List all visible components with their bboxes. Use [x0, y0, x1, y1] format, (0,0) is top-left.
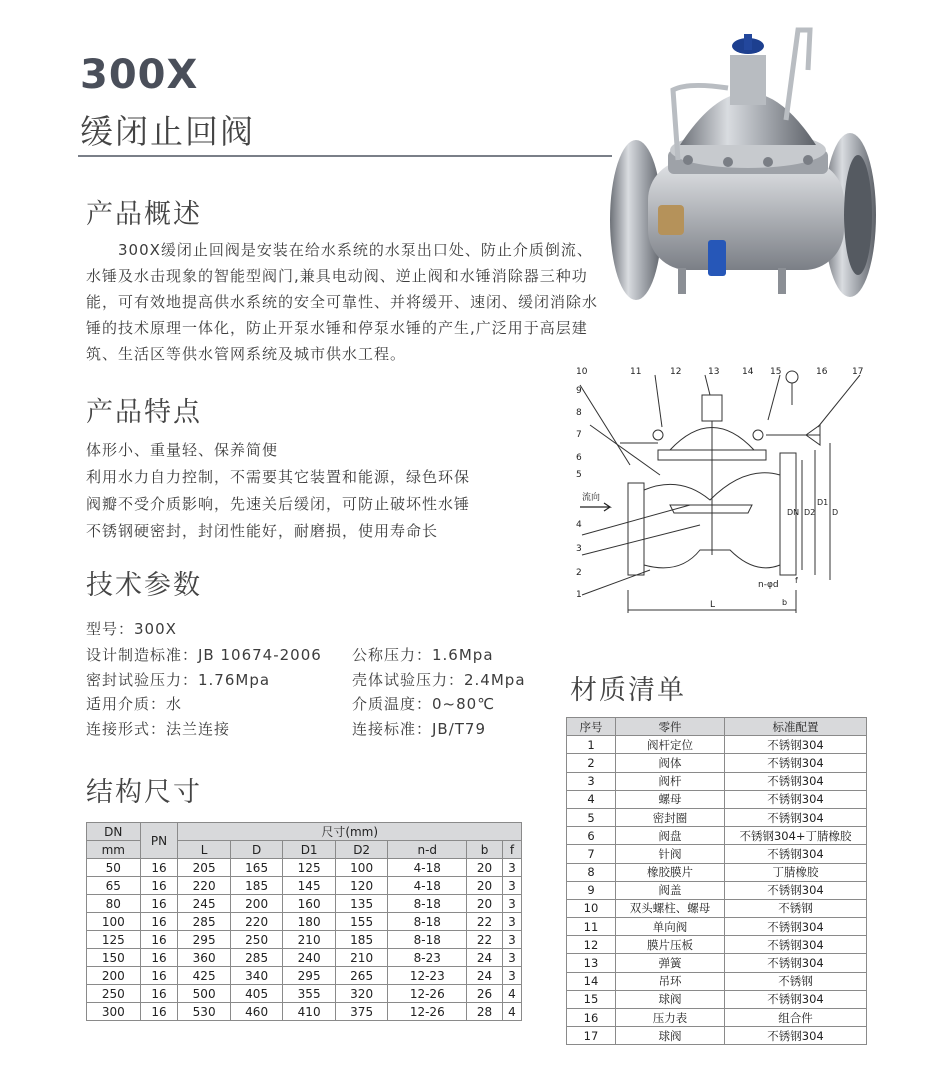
table-cell: 165	[230, 859, 283, 877]
part-number: 17	[852, 367, 864, 377]
spec-medium: 适用介质：水	[86, 695, 183, 713]
table-cell: 20	[467, 895, 503, 913]
table-cell: 80	[87, 895, 141, 913]
part-number: 9	[576, 386, 582, 396]
table-row	[87, 967, 522, 985]
table-cell: 220	[230, 913, 283, 931]
table-cell: 组合件	[725, 1009, 867, 1027]
table-row	[87, 1003, 522, 1021]
table-cell: 220	[178, 877, 231, 895]
table-cell: 密封圈	[616, 808, 725, 826]
table-cell: 12-26	[388, 1003, 467, 1021]
table-cell: 22	[467, 913, 503, 931]
product-model: 300X	[80, 52, 199, 98]
feature-item: 利用水力自力控制，不需要其它装置和能源，绿色环保	[86, 468, 471, 486]
D2-label: D2	[804, 508, 816, 517]
table-cell: 180	[283, 913, 336, 931]
overview-heading: 产品概述	[86, 199, 202, 230]
table-cell: 8	[567, 863, 616, 881]
valve-schematic	[570, 365, 872, 615]
table-cell: 4	[502, 985, 521, 1003]
table-row	[567, 954, 867, 972]
table-row	[87, 895, 522, 913]
table-cell: 125	[283, 859, 336, 877]
left-flange	[628, 483, 644, 575]
part-number: 6	[576, 453, 582, 463]
part-number: 14	[742, 367, 754, 377]
feature-item: 体形小、重量轻、保养简便	[86, 441, 279, 459]
table-row	[87, 931, 522, 949]
table-cell: 10	[567, 899, 616, 917]
table-cell: 210	[283, 931, 336, 949]
table-cell: 300	[87, 1003, 141, 1021]
table-cell: 26	[467, 985, 503, 1003]
table-cell: 不锈钢304	[725, 1027, 867, 1045]
table-cell: 120	[335, 877, 388, 895]
flow-arrow-icon	[580, 503, 610, 511]
table-cell: 13	[567, 954, 616, 972]
table-row	[567, 881, 867, 899]
materials-heading: 材质清单	[570, 675, 686, 706]
table-cell: 530	[178, 1003, 231, 1021]
overview-line: 锤的技术原理一体化，防止开泵水锤和停泵水锤的产生,广泛用于高层建	[86, 319, 588, 337]
table-cell: 压力表	[616, 1009, 725, 1027]
mm-header: mm	[87, 841, 141, 859]
specs-heading: 技术参数	[86, 570, 202, 601]
table-cell: 螺母	[616, 790, 725, 808]
table-cell: 355	[283, 985, 336, 1003]
flow-label: 流向	[582, 493, 601, 503]
part-number: 5	[576, 470, 582, 480]
table-cell: 17	[567, 1027, 616, 1045]
table-cell: 橡胶膜片	[616, 863, 725, 881]
feature-item: 不锈钢硬密封，封闭性能好，耐磨损，使用寿命长	[86, 522, 439, 540]
col-header: f	[502, 841, 521, 859]
table-cell: 16	[140, 967, 178, 985]
part-number: 15	[770, 367, 782, 377]
overview-line: 300X缓闭止回阀是安装在给水系统的水泵出口处、防止介质倒流、	[118, 241, 593, 259]
table-cell: 3	[502, 967, 521, 985]
table-cell: 265	[335, 967, 388, 985]
table-cell: 100	[87, 913, 141, 931]
table-cell: 50	[87, 859, 141, 877]
table-cell: 丁腈橡胶	[725, 863, 867, 881]
table-cell: 不锈钢304	[725, 790, 867, 808]
L-label: L	[710, 600, 716, 610]
table-cell: 4-18	[388, 859, 467, 877]
table-cell: 3	[502, 895, 521, 913]
part-number: 3	[576, 544, 582, 554]
table-row	[87, 949, 522, 967]
table-cell: 16	[140, 859, 178, 877]
col-header: 标准配置	[725, 718, 867, 736]
features-list	[86, 437, 556, 545]
table-row	[567, 827, 867, 845]
table-cell: 8-18	[388, 931, 467, 949]
part-number: 8	[576, 408, 582, 418]
table-row	[567, 863, 867, 881]
overview-line: 能，可有效地提高供水系统的安全可靠性、并将缓开、速闭、缓闭消除水	[86, 293, 599, 311]
part-number: 2	[576, 568, 582, 578]
part-number: 7	[576, 430, 582, 440]
table-cell: 吊环	[616, 972, 725, 990]
table-cell: 12-26	[388, 985, 467, 1003]
table-cell: 145	[283, 877, 336, 895]
col-header: D2	[335, 841, 388, 859]
table-cell: 11	[567, 918, 616, 936]
table-cell: 针阀	[616, 845, 725, 863]
table-cell: 双头螺柱、螺母	[616, 899, 725, 917]
title-divider	[78, 155, 612, 157]
table-cell: 340	[230, 967, 283, 985]
table-cell: 295	[283, 967, 336, 985]
valve-photo	[608, 10, 878, 310]
col-header: n-d	[388, 841, 467, 859]
part-number: 13	[708, 367, 720, 377]
table-cell: 阀体	[616, 754, 725, 772]
dimensions-heading: 结构尺寸	[86, 777, 202, 808]
materials-table	[566, 717, 867, 1045]
table-cell: 200	[87, 967, 141, 985]
table-row	[87, 877, 522, 895]
table-cell: 4-18	[388, 877, 467, 895]
dimensions-table	[86, 822, 522, 1021]
table-cell: 150	[87, 949, 141, 967]
table-cell: 3	[502, 877, 521, 895]
table-cell: 4	[567, 790, 616, 808]
table-cell: 不锈钢304	[725, 881, 867, 899]
part-number: 11	[630, 367, 642, 377]
table-cell: 不锈钢304	[725, 736, 867, 754]
table-cell: 阀盖	[616, 881, 725, 899]
table-cell: 185	[335, 931, 388, 949]
table-cell: 205	[178, 859, 231, 877]
col-header: D	[230, 841, 283, 859]
dimensions-body	[87, 859, 522, 1021]
table-cell: 不锈钢304+丁腈橡胶	[725, 827, 867, 845]
table-cell: 阀杆	[616, 772, 725, 790]
part-number: 16	[816, 367, 828, 377]
table-row	[567, 772, 867, 790]
table-cell: 160	[283, 895, 336, 913]
table-cell: 单向阀	[616, 918, 725, 936]
table-cell: 8-23	[388, 949, 467, 967]
table-row	[567, 936, 867, 954]
part-number: 10	[576, 367, 588, 377]
table-row	[87, 913, 522, 931]
b-label: b	[782, 598, 788, 607]
table-cell: 3	[502, 949, 521, 967]
table-cell: 320	[335, 985, 388, 1003]
table-cell: 360	[178, 949, 231, 967]
spec-connection: 连接形式：法兰连接	[86, 720, 231, 738]
table-cell: 22	[467, 931, 503, 949]
col-header: D1	[283, 841, 336, 859]
D1-label: D1	[817, 498, 829, 507]
table-cell: 5	[567, 808, 616, 826]
table-cell: 16	[140, 895, 178, 913]
nd-label: n-φd	[758, 580, 779, 590]
table-cell: 不锈钢	[725, 899, 867, 917]
table-cell: 24	[467, 949, 503, 967]
table-cell: 不锈钢304	[725, 990, 867, 1008]
table-cell: 3	[502, 859, 521, 877]
table-cell: 6	[567, 827, 616, 845]
table-cell: 8-18	[388, 895, 467, 913]
table-cell: 不锈钢	[725, 972, 867, 990]
table-cell: 7	[567, 845, 616, 863]
product-name: 缓闭止回阀	[80, 112, 255, 151]
table-cell: 3	[502, 913, 521, 931]
table-row	[567, 918, 867, 936]
table-row	[567, 845, 867, 863]
table-cell: 245	[178, 895, 231, 913]
table-row	[567, 736, 867, 754]
table-cell: 16	[140, 1003, 178, 1021]
spec-model: 型号：300X	[86, 620, 177, 638]
table-cell: 155	[335, 913, 388, 931]
table-cell: 250	[87, 985, 141, 1003]
f-label: f	[795, 576, 798, 585]
materials-body	[567, 736, 867, 1045]
D-label: D	[832, 508, 839, 517]
DN-label: DN	[787, 508, 800, 517]
table-cell: 不锈钢304	[725, 954, 867, 972]
table-cell: 20	[467, 859, 503, 877]
table-cell: 16	[140, 913, 178, 931]
part-number: 1	[576, 590, 582, 600]
table-cell: 285	[230, 949, 283, 967]
table-row	[87, 985, 522, 1003]
table-row	[567, 754, 867, 772]
table-cell: 膜片压板	[616, 936, 725, 954]
table-cell: 不锈钢304	[725, 808, 867, 826]
col-header: 序号	[567, 718, 616, 736]
table-cell: 9	[567, 881, 616, 899]
spec-temperature: 介质温度：0~80℃	[352, 695, 496, 713]
table-cell: 16	[140, 949, 178, 967]
table-cell: 16	[140, 985, 178, 1003]
table-cell: 15	[567, 990, 616, 1008]
table-cell: 4	[502, 1003, 521, 1021]
table-cell: 12-23	[388, 967, 467, 985]
table-cell: 不锈钢304	[725, 936, 867, 954]
spec-shell-pressure: 壳体试验压力：2.4Mpa	[352, 671, 526, 689]
dn-header: DN	[87, 823, 141, 841]
table-cell: 185	[230, 877, 283, 895]
col-header: b	[467, 841, 503, 859]
table-row	[87, 859, 522, 877]
table-cell: 285	[178, 913, 231, 931]
table-row	[567, 990, 867, 1008]
table-cell: 16	[567, 1009, 616, 1027]
table-cell: 3	[567, 772, 616, 790]
table-cell: 65	[87, 877, 141, 895]
spec-nominal-pressure: 公称压力：1.6Mpa	[352, 646, 494, 664]
table-cell: 295	[178, 931, 231, 949]
table-cell: 20	[467, 877, 503, 895]
table-cell: 8-18	[388, 913, 467, 931]
table-cell: 阀杆定位	[616, 736, 725, 754]
table-cell: 135	[335, 895, 388, 913]
part-number: 4	[576, 520, 582, 530]
table-cell: 460	[230, 1003, 283, 1021]
table-cell: 16	[140, 931, 178, 949]
table-cell: 410	[283, 1003, 336, 1021]
table-cell: 12	[567, 936, 616, 954]
spec-connection-standard: 连接标准：JB/T79	[352, 720, 487, 738]
table-row	[567, 808, 867, 826]
features-heading: 产品特点	[86, 397, 202, 428]
table-cell: 不锈钢304	[725, 845, 867, 863]
spec-seal-pressure: 密封试验压力：1.76Mpa	[86, 671, 271, 689]
table-cell: 240	[283, 949, 336, 967]
table-row	[567, 1027, 867, 1045]
table-cell: 球阀	[616, 1027, 725, 1045]
table-cell: 500	[178, 985, 231, 1003]
table-row	[567, 1009, 867, 1027]
col-header: 零件	[616, 718, 725, 736]
table-cell: 3	[502, 931, 521, 949]
table-cell: 125	[87, 931, 141, 949]
overview-line: 筑、生活区等供水管网系统及城市供水工程。	[86, 345, 407, 363]
table-cell: 200	[230, 895, 283, 913]
table-cell: 球阀	[616, 990, 725, 1008]
pn-header: PN	[140, 823, 178, 859]
table-cell: 阀盘	[616, 827, 725, 845]
table-cell: 250	[230, 931, 283, 949]
table-cell: 375	[335, 1003, 388, 1021]
part-number: 12	[670, 367, 682, 377]
table-cell: 不锈钢304	[725, 754, 867, 772]
table-cell: 210	[335, 949, 388, 967]
spec-standard: 设计制造标准：JB 10674-2006	[86, 646, 322, 664]
table-cell: 1	[567, 736, 616, 754]
table-row	[567, 790, 867, 808]
table-cell: 14	[567, 972, 616, 990]
table-cell: 100	[335, 859, 388, 877]
table-row	[567, 899, 867, 917]
table-cell: 2	[567, 754, 616, 772]
table-cell: 不锈钢304	[725, 918, 867, 936]
table-cell: 28	[467, 1003, 503, 1021]
table-cell: 16	[140, 877, 178, 895]
overview-text	[86, 237, 606, 367]
table-cell: 425	[178, 967, 231, 985]
table-cell: 405	[230, 985, 283, 1003]
col-header: L	[178, 841, 231, 859]
feature-item: 阀瓣不受介质影响，先速关后缓闭，可防止破坏性水锤	[86, 495, 471, 513]
overview-line: 水锤及水击现象的智能型阀门,兼具电动阀、逆止阀和水锤消除器三种功	[86, 267, 588, 285]
size-header: 尺寸(mm)	[178, 823, 522, 841]
table-cell: 不锈钢304	[725, 772, 867, 790]
table-row	[567, 972, 867, 990]
table-cell: 24	[467, 967, 503, 985]
table-cell: 弹簧	[616, 954, 725, 972]
